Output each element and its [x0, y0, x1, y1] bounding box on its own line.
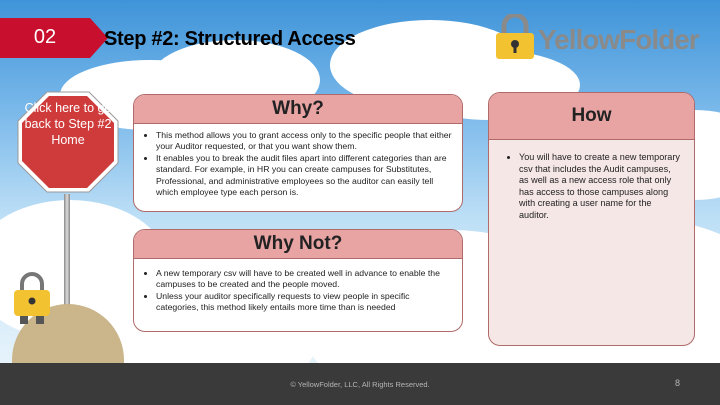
slide-number-badge — [0, 18, 90, 58]
how-list — [489, 140, 694, 221]
why-panel — [133, 94, 463, 212]
brand-lock-icon — [492, 14, 538, 60]
why-not-list — [134, 259, 462, 314]
list-item: • This method allows you to grant access only to the specific people that either your Auditor requested, or that you want show them. — [156, 130, 452, 153]
list-item: • A new temporary csv will have to be created well in advance to enable the campuses to be created and the people moved. — [156, 268, 452, 291]
how-panel — [488, 92, 695, 346]
list-item: • You will have to create a new temporary csv that includes the Audit campuses, as well as a new access role that only has access to those campuses along with creating a user name for the auditor. — [519, 152, 680, 221]
list-item: • Unless your auditor specifically requests to view people in specific categories, this method likely entails more time than is needed — [156, 291, 452, 314]
copyright-text: © YellowFolder, LLC, All Rights Reserved. — [290, 380, 430, 389]
sign-pole — [64, 194, 70, 314]
footer-bar — [0, 363, 720, 405]
page-number: 8 — [674, 378, 680, 388]
why-heading: Why? — [134, 95, 462, 124]
how-heading: How — [489, 93, 694, 140]
back-to-home-link[interactable]: Click here to go back to Step #2 Home — [24, 101, 112, 147]
list-item: • It enables you to break the audit files apart into different categories than are standard. For example, in HR you can create campuses for Substitutes, Professional, and administrative employees so the auditor can easily tell which employee type each person is. — [156, 153, 452, 199]
slide-title: Step #2: Structured Access — [104, 28, 356, 50]
why-list — [134, 124, 462, 198]
brand-logo: YellowFolder — [538, 24, 699, 55]
why-not-panel — [133, 229, 463, 332]
slide-number: 02 — [33, 26, 57, 48]
why-not-heading: Why Not? — [134, 230, 462, 259]
lock-mascot-icon — [10, 270, 54, 326]
